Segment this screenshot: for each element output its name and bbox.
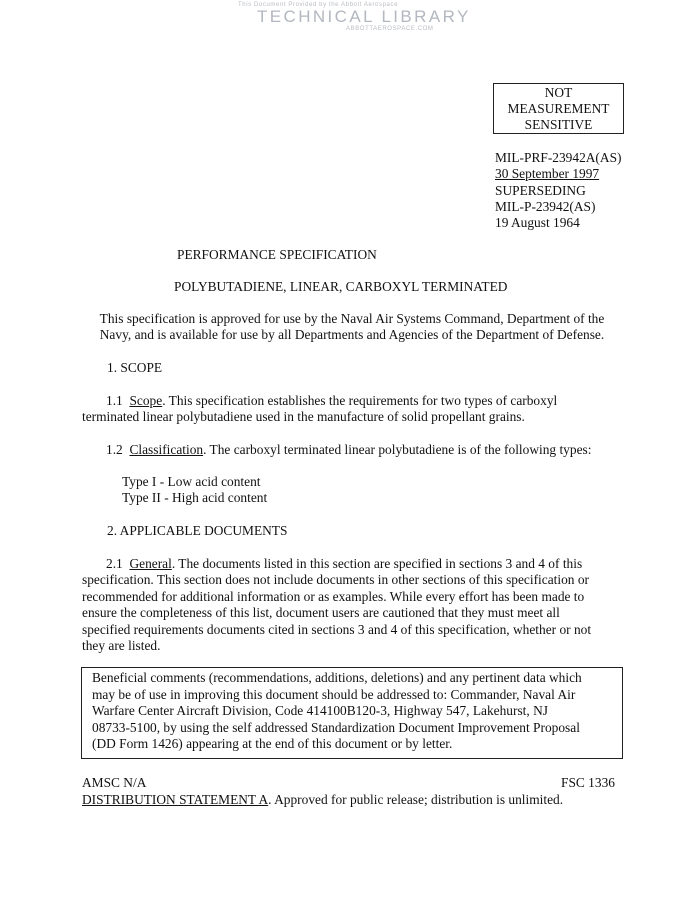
amsc-code: AMSC N/A — [82, 775, 147, 790]
paragraph-2-1 — [82, 556, 622, 654]
approval-line: This specification is approved for use by the Naval Air Systems Command, Department of the — [99, 311, 605, 326]
comment-line: 08733-5100, by using the self addressed Standardization Document Improvement Proposal — [92, 719, 580, 735]
document-date: 30 September 1997 — [495, 166, 600, 182]
distribution-text: . Approved for public release; distribution is unlimited. — [268, 792, 564, 807]
paragraph-line — [82, 556, 622, 572]
paragraph-1-1 — [82, 393, 622, 426]
type-list-item: Type I - Low acid content — [122, 474, 261, 489]
sensitivity-line: NOT — [544, 85, 573, 100]
beneficial-comments-box — [81, 667, 623, 759]
paragraph-term-scope: Scope — [129, 393, 163, 408]
measurement-sensitivity-box — [493, 83, 624, 134]
type-list — [122, 474, 422, 507]
paragraph-number: 1.2 — [106, 442, 123, 457]
paragraph-term-general: General — [129, 556, 172, 571]
paragraph-line: recommended for additional information or as examples. While every effort has been made to — [82, 588, 585, 604]
paragraph-number: 2.1 — [106, 556, 123, 571]
spec-type-heading: PERFORMANCE SPECIFICATION — [177, 247, 377, 262]
paragraph-text: . This specification establishes the requirements for two types of carboxyl — [162, 393, 558, 408]
paragraph-1-2 — [82, 442, 622, 458]
paragraph-line — [82, 393, 622, 409]
section-heading-applicable-documents: 2. APPLICABLE DOCUMENTS — [107, 523, 288, 538]
document-number: MIL-PRF-23942A(AS) — [495, 150, 622, 165]
paragraph-line — [82, 442, 622, 458]
sensitivity-line: SENSITIVE — [524, 117, 593, 132]
paragraph-line: specified requirements documents cited in sections 3 and 4 of this specification, whether or not — [82, 621, 592, 637]
watermark-title: TECHNICAL LIBRARY — [257, 7, 471, 26]
comment-line: Warfare Center Aircraft Division, Code 414100B120-3, Highway 547, Lakehurst, NJ — [92, 703, 548, 718]
approval-line: Navy, and is available for use by all Departments and Agencies of the Department of Defense. — [99, 327, 605, 343]
document-identifier — [495, 150, 621, 231]
comment-line: may be of use in improving this document should be addressed to: Commander, Naval Air — [92, 686, 576, 702]
sensitivity-line: MEASUREMENT — [507, 101, 610, 116]
paragraph-text: . The documents listed in this section are specified in sections 3 and 4 of this — [171, 556, 583, 571]
approval-statement — [82, 311, 622, 344]
document-title: POLYBUTADIENE, LINEAR, CARBOXYL TERMINATED — [174, 279, 508, 294]
distribution-label: DISTRIBUTION STATEMENT A — [82, 792, 269, 807]
superseded-date: 19 August 1964 — [495, 215, 580, 231]
paragraph-line: terminated linear polybutadiene used in the manufacture of solid propellant grains. — [82, 409, 525, 425]
paragraph-term-classification: Classification — [129, 442, 204, 457]
type-list-item: Type II - High acid content — [122, 490, 268, 506]
fsc-code: FSC 1336 — [561, 775, 615, 790]
watermark-provided-by: This Document Provided by the Abbott Aerospace — [238, 2, 399, 8]
paragraph-line: ensure the completeness of this list, document users are cautioned that they must meet all — [82, 605, 560, 621]
distribution-statement — [82, 792, 563, 808]
paragraph-line: specification. This section does not include documents in other sections of this specification or — [82, 572, 589, 588]
paragraph-text: . The carboxyl terminated linear polybutadiene is of the following types: — [203, 442, 592, 457]
superseding-label: SUPERSEDING — [495, 182, 586, 198]
watermark-url: ABBOTTAEROSPACE.COM — [346, 26, 434, 32]
paragraph-number: 1.1 — [106, 393, 123, 408]
paragraph-line: they are listed. — [82, 638, 161, 654]
superseded-document: MIL-P-23942(AS) — [495, 198, 596, 214]
section-heading-scope: 1. SCOPE — [107, 360, 163, 375]
comment-line: (DD Form 1426) appearing at the end of this document or by letter. — [92, 736, 453, 751]
comment-line: Beneficial comments (recommendations, additions, deletions) and any pertinent data which — [92, 670, 582, 685]
